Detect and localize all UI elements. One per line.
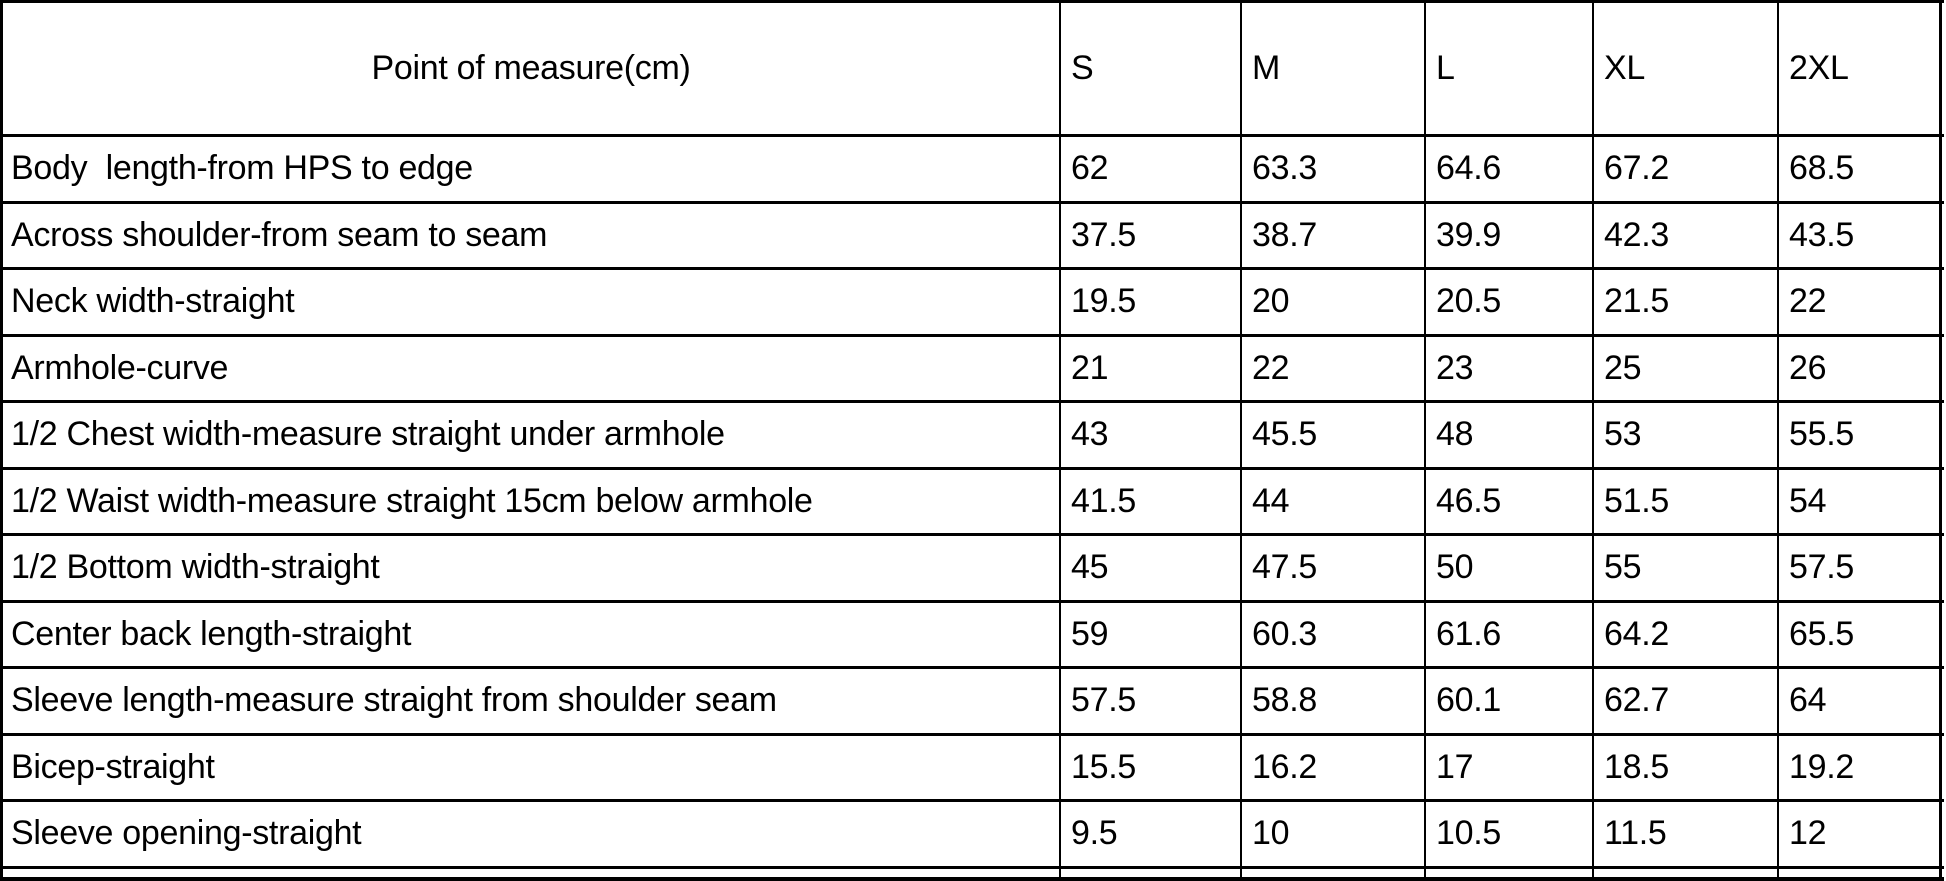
partial-cell — [1061, 869, 1242, 878]
measure-value-cell: 59 — [1061, 603, 1242, 667]
measure-value-cell: 18.5 — [1594, 736, 1779, 800]
measure-value-cell: 19.2 — [1779, 736, 1942, 800]
partial-cell — [1594, 869, 1779, 878]
measure-value-cell: 38.7 — [1242, 204, 1426, 268]
partial-cell — [1426, 869, 1594, 878]
table-row — [3, 204, 1944, 271]
measure-label-cell: Body length-from HPS to edge — [3, 137, 1061, 201]
measure-value-cell: 60.3 — [1242, 603, 1426, 667]
measure-value-cell: 61.6 — [1426, 603, 1594, 667]
measure-value-cell: 64 — [1779, 669, 1942, 733]
partial-cell — [1779, 869, 1942, 878]
measure-value-cell: 64.6 — [1426, 137, 1594, 201]
measure-value-cell: 45.5 — [1242, 403, 1426, 467]
measure-value-cell: 64.2 — [1594, 603, 1779, 667]
measure-value-cell: 16.2 — [1242, 736, 1426, 800]
measure-value-cell: 15.5 — [1061, 736, 1242, 800]
measure-value-cell: 41.5 — [1061, 470, 1242, 534]
measure-value-cell: 10.5 — [1426, 802, 1594, 866]
measure-value-cell: 23 — [1426, 337, 1594, 401]
measure-label-cell: Center back length-straight — [3, 603, 1061, 667]
measure-value-cell: 55 — [1594, 536, 1779, 600]
measure-value-cell: 42.3 — [1594, 204, 1779, 268]
table-row — [3, 736, 1944, 803]
measure-value-cell: 54 — [1779, 470, 1942, 534]
measure-label-cell: Neck width-straight — [3, 270, 1061, 334]
measure-label-cell: 1/2 Bottom width-straight — [3, 536, 1061, 600]
measure-value-cell: 65.5 — [1779, 603, 1942, 667]
table-row — [3, 669, 1944, 736]
measure-value-cell: 62 — [1061, 137, 1242, 201]
measure-value-cell: 45 — [1061, 536, 1242, 600]
measure-value-cell: 63.3 — [1242, 137, 1426, 201]
measure-value-cell: 25 — [1594, 337, 1779, 401]
table-row — [3, 603, 1944, 670]
measure-value-cell: 17 — [1426, 736, 1594, 800]
column-header-size-m: M — [1242, 3, 1426, 134]
measure-value-cell: 60.1 — [1426, 669, 1594, 733]
measure-value-cell: 37.5 — [1061, 204, 1242, 268]
column-header-size-2xl: 2XL — [1779, 3, 1942, 134]
measure-value-cell: 12 — [1779, 802, 1942, 866]
measure-label-cell: Bicep-straight — [3, 736, 1061, 800]
measure-value-cell: 21 — [1061, 337, 1242, 401]
measure-value-cell: 51.5 — [1594, 470, 1779, 534]
table-row — [3, 137, 1944, 204]
measure-label-cell: 1/2 Waist width-measure straight 15cm below armhole — [3, 470, 1061, 534]
measure-value-cell: 21.5 — [1594, 270, 1779, 334]
table-row — [3, 403, 1944, 470]
measure-value-cell: 22 — [1779, 270, 1942, 334]
measure-value-cell: 68.5 — [1779, 137, 1942, 201]
header-row — [3, 3, 1944, 137]
table-row — [3, 270, 1944, 337]
measure-value-cell: 46.5 — [1426, 470, 1594, 534]
measure-value-cell: 67.2 — [1594, 137, 1779, 201]
measure-value-cell: 26 — [1779, 337, 1942, 401]
measure-label-cell: Sleeve length-measure straight from shoulder seam — [3, 669, 1061, 733]
measure-value-cell: 39.9 — [1426, 204, 1594, 268]
partial-cell — [3, 869, 1061, 878]
table-row — [3, 337, 1944, 404]
measure-label-cell: 1/2 Chest width-measure straight under armhole — [3, 403, 1061, 467]
partial-cell — [1242, 869, 1426, 878]
measure-value-cell: 58.8 — [1242, 669, 1426, 733]
measure-value-cell: 22 — [1242, 337, 1426, 401]
measure-value-cell: 10 — [1242, 802, 1426, 866]
measure-value-cell: 20 — [1242, 270, 1426, 334]
column-header-size-xl: XL — [1594, 3, 1779, 134]
measure-value-cell: 55.5 — [1779, 403, 1942, 467]
measure-value-cell: 57.5 — [1061, 669, 1242, 733]
measure-value-cell: 20.5 — [1426, 270, 1594, 334]
measure-label-cell: Sleeve opening-straight — [3, 802, 1061, 866]
measure-value-cell: 43.5 — [1779, 204, 1942, 268]
column-header-point-of-measure: Point of measure(cm) — [3, 3, 1061, 134]
table-body — [3, 137, 1944, 869]
table-row — [3, 802, 1944, 869]
measure-value-cell: 48 — [1426, 403, 1594, 467]
column-header-size-s: S — [1061, 3, 1242, 134]
column-header-size-l: L — [1426, 3, 1594, 134]
partial-next-row — [3, 869, 1944, 881]
measure-label-cell: Armhole-curve — [3, 337, 1061, 401]
measure-value-cell: 44 — [1242, 470, 1426, 534]
measure-value-cell: 57.5 — [1779, 536, 1942, 600]
measure-value-cell: 19.5 — [1061, 270, 1242, 334]
measure-value-cell: 11.5 — [1594, 802, 1779, 866]
table-row — [3, 536, 1944, 603]
table-row — [3, 470, 1944, 537]
measure-value-cell: 50 — [1426, 536, 1594, 600]
measure-value-cell: 47.5 — [1242, 536, 1426, 600]
measure-value-cell: 62.7 — [1594, 669, 1779, 733]
measure-value-cell: 53 — [1594, 403, 1779, 467]
measure-value-cell: 9.5 — [1061, 802, 1242, 866]
measure-label-cell: Across shoulder-from seam to seam — [3, 204, 1061, 268]
measure-value-cell: 43 — [1061, 403, 1242, 467]
